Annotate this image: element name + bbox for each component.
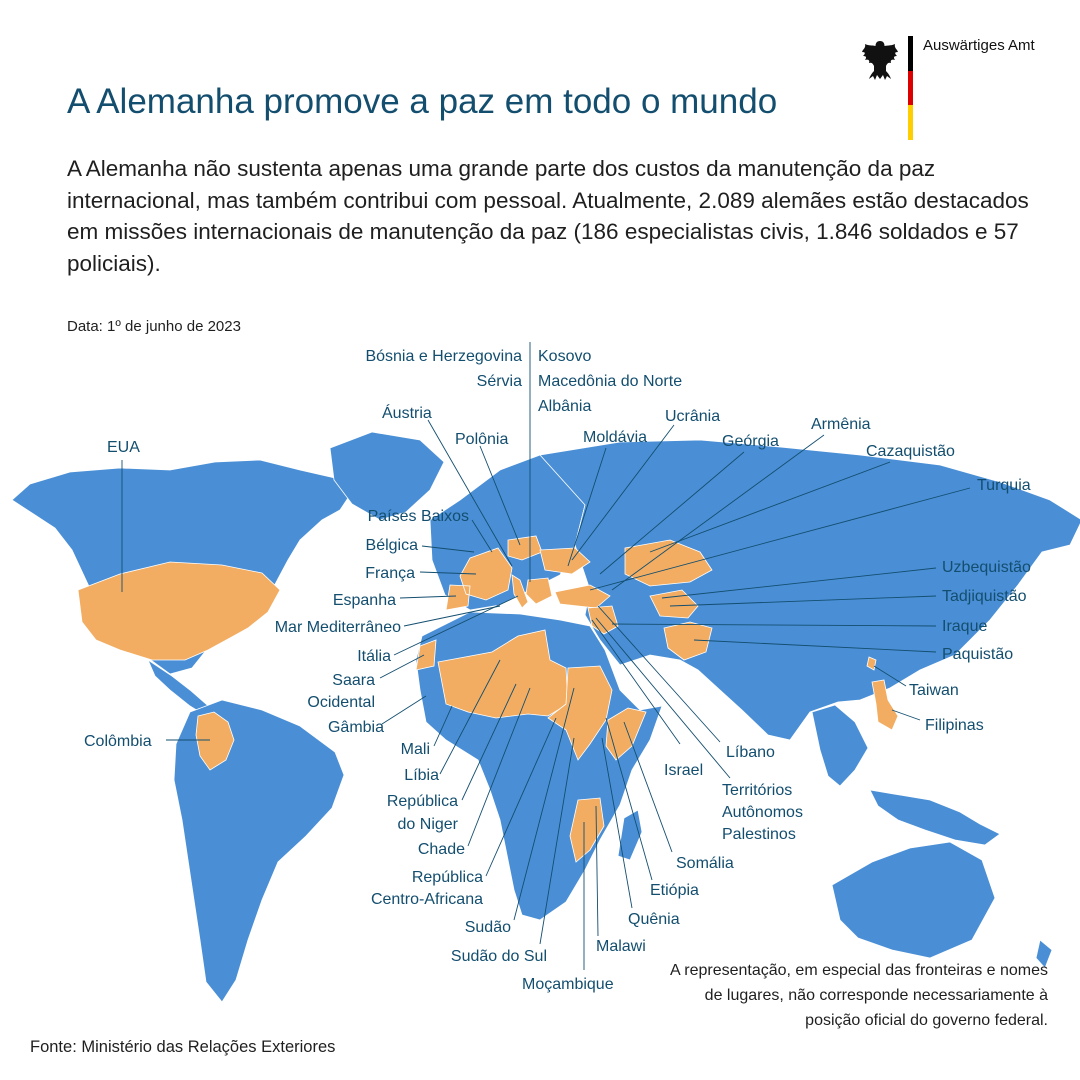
label-servia: Sérvia [476, 373, 522, 390]
date-stamp: Data: 1º de junho de 2023 [67, 318, 241, 335]
label-taiwan: Taiwan [909, 682, 959, 699]
label-kosovo: Kosovo [538, 348, 592, 365]
label-saara-1: Saara [332, 672, 375, 689]
label-austria: Áustria [382, 405, 432, 422]
label-paises-baixos: Países Baixos [367, 508, 469, 525]
label-rca-2: Centro-Africana [370, 891, 483, 908]
label-territorios-3: Palestinos [722, 826, 796, 843]
land-madagascar [618, 810, 642, 860]
label-filipinas: Filipinas [925, 717, 984, 734]
label-bosnia: Bósnia e Herzegovina [365, 348, 522, 365]
highlight-philippines [872, 680, 898, 730]
label-macedonia: Macedônia do Norte [538, 373, 683, 390]
label-rca-1: República [411, 869, 483, 886]
label-franca: França [365, 565, 415, 582]
label-libano: Líbano [726, 744, 775, 761]
source-note: Fonte: Ministério das Relações Exteriores [30, 1038, 336, 1056]
label-saara-2: Ocidental [307, 694, 375, 711]
label-georgia: Geórgia [722, 433, 779, 450]
label-gambia: Gâmbia [327, 719, 384, 736]
label-iraque: Iraque [942, 618, 988, 635]
page-title: A Alemanha promove a paz em todo o mundo [67, 82, 778, 121]
label-albania: Albânia [538, 398, 592, 415]
label-tadjiquistao: Tadjiquistão [942, 588, 1027, 605]
label-israel: Israel [664, 762, 704, 779]
label-mali: Mali [400, 741, 430, 758]
label-turquia: Turquia [977, 477, 1031, 494]
label-polonia: Polônia [455, 431, 509, 448]
label-somalia: Somália [676, 855, 734, 872]
intro-paragraph: A Alemanha não sustenta apenas uma grande parte dos custos da manutenção da paz internacional, mas também contribui com pessoal. Atualmente, 2.089 alemães estão destacados em missões internacionais de manutenção da paz (186 especialistas civis, 1.846 soldados e 57 policiais). [67, 156, 1029, 276]
label-ucrania: Ucrânia [665, 408, 721, 425]
label-armenia: Armênia [811, 416, 871, 433]
label-libia: Líbia [404, 767, 439, 784]
land-greenland [330, 432, 444, 520]
org-name: Auswärtiges Amt [923, 37, 1035, 54]
label-malawi: Malawi [596, 938, 646, 955]
highlight-western-sahara [416, 640, 436, 670]
label-italia: Itália [357, 648, 391, 665]
label-mediterraneo: Mar Mediterrâneo [274, 619, 401, 636]
label-colombia: Colômbia [84, 733, 152, 750]
disclaimer: A representação, em especial das fronteiras e nomes de lugares, não corresponde necessariamente à posição oficial do governo federal. [670, 962, 1048, 1029]
label-chade: Chade [417, 841, 465, 858]
label-belgica: Bélgica [365, 537, 418, 554]
land-masses [12, 432, 1080, 1002]
label-moldavia: Moldávia [583, 429, 648, 446]
label-eua: EUA [107, 439, 140, 456]
land-australia [832, 842, 995, 958]
label-uzbequistao: Uzbequistão [942, 559, 1031, 576]
label-paquistao: Paquistão [942, 646, 1014, 663]
label-mocambique: Moçambique [522, 976, 614, 993]
label-niger-2: do Niger [397, 816, 458, 833]
label-territorios-1: Territórios [722, 782, 793, 799]
label-sudao-sul: Sudão do Sul [450, 948, 547, 965]
label-sudao: Sudão [464, 919, 511, 936]
label-quenia: Quênia [628, 911, 680, 928]
label-espanha: Espanha [332, 592, 396, 609]
label-etiopia: Etiópia [650, 882, 699, 899]
label-cazaquistao: Cazaquistão [866, 443, 955, 460]
label-territorios-2: Autônomos [722, 804, 803, 821]
label-niger-1: República [386, 793, 458, 810]
